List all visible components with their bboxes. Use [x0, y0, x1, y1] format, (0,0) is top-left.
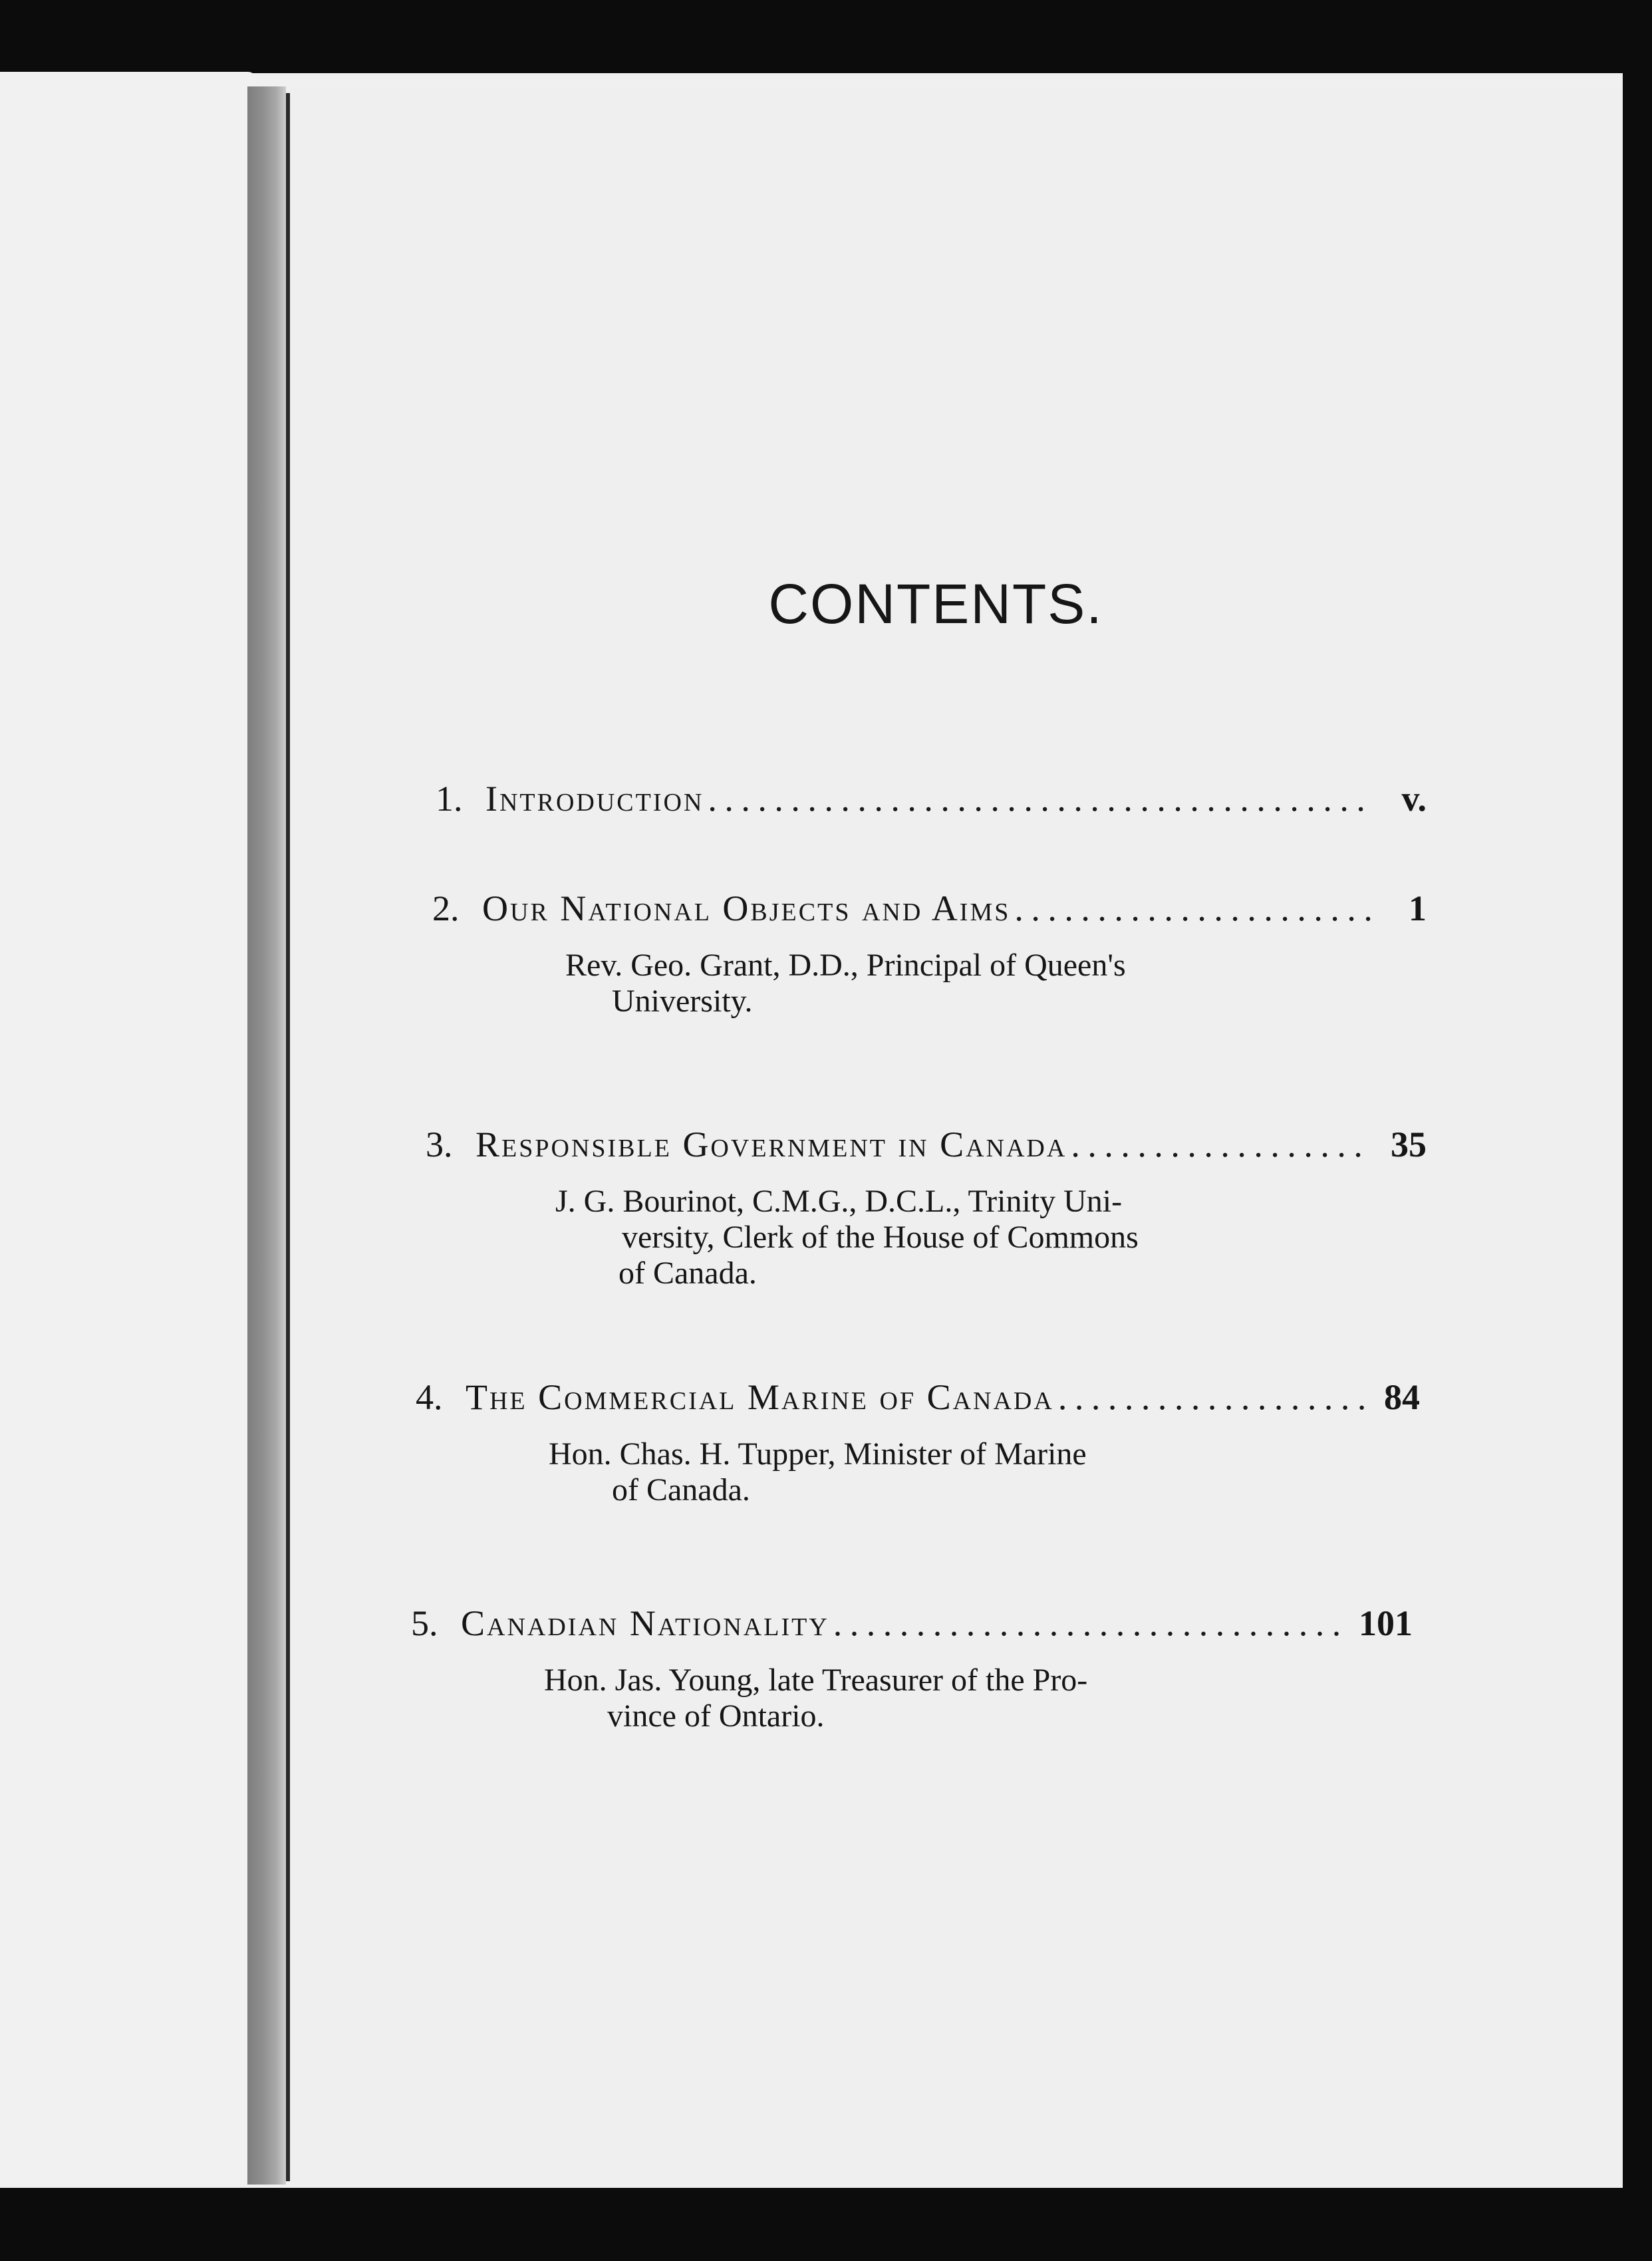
entry-title: Introduction [485, 779, 704, 819]
dot-leader [708, 778, 1371, 819]
entry-title: The Commercial Marine of Canada [466, 1377, 1054, 1417]
entry-number: 1. [436, 779, 463, 819]
author-line: Hon. Chas. H. Tupper, Minister of Marine [549, 1436, 1087, 1472]
toc-entry-line [411, 1603, 1413, 1644]
facing-page [0, 72, 256, 2196]
dot-leader [1058, 1377, 1364, 1418]
author-line: Rev. Geo. Grant, D.D., Principal of Queen's [565, 948, 1126, 983]
book-gutter [247, 86, 286, 2185]
author-credit [565, 948, 1297, 1019]
author-line: vince of Ontario. [607, 1698, 825, 1734]
author-line: versity, Clerk of the House of Commons [622, 1220, 1139, 1255]
toc-entry-5 [411, 1603, 1413, 1734]
entry-number: 3. [426, 1125, 453, 1164]
entry-number: 4. [416, 1377, 443, 1417]
toc-entry-line [432, 888, 1427, 929]
scan-border-bottom [0, 2188, 1652, 2261]
entry-page-number: 101 [1359, 1603, 1413, 1643]
entry-page-number: 1 [1409, 888, 1427, 928]
entry-page-number: v. [1401, 779, 1427, 819]
toc-entry-1 [436, 778, 1427, 819]
toc-entry-3 [426, 1124, 1427, 1291]
author-line: J. G. Bourinot, C.M.G., D.C.L., Trinity Uni- [555, 1184, 1123, 1219]
entry-number: 5. [411, 1603, 438, 1643]
toc-entry-4 [416, 1377, 1420, 1508]
author-credit [549, 1436, 1280, 1508]
entry-title: Responsible Government in Canada [476, 1125, 1067, 1164]
entry-page-number: 35 [1391, 1125, 1427, 1164]
entry-title: Our National Objects and Aims [482, 888, 1011, 928]
author-line: Hon. Jas. Young, late Treasurer of the Pro- [544, 1662, 1088, 1698]
dot-leader [1071, 1124, 1371, 1165]
entry-page-number: 84 [1384, 1377, 1420, 1417]
toc-entry-line [436, 778, 1427, 819]
scan-border-top [0, 0, 1652, 73]
toc-entry-line [416, 1377, 1420, 1418]
author-line: of Canada. [619, 1256, 757, 1291]
dot-leader [1014, 888, 1371, 929]
toc-entry-2 [432, 888, 1427, 1019]
toc-entry-line [426, 1124, 1427, 1165]
entry-number: 2. [432, 888, 460, 928]
scan-border-right [1623, 0, 1652, 2261]
author-line: University. [612, 984, 753, 1019]
dot-leader [833, 1603, 1349, 1644]
entry-title: Canadian Nationality [461, 1603, 829, 1643]
page-title: CONTENTS. [768, 573, 1103, 635]
author-credit [544, 1662, 1276, 1734]
author-credit [555, 1184, 1287, 1291]
author-line: of Canada. [612, 1472, 750, 1508]
